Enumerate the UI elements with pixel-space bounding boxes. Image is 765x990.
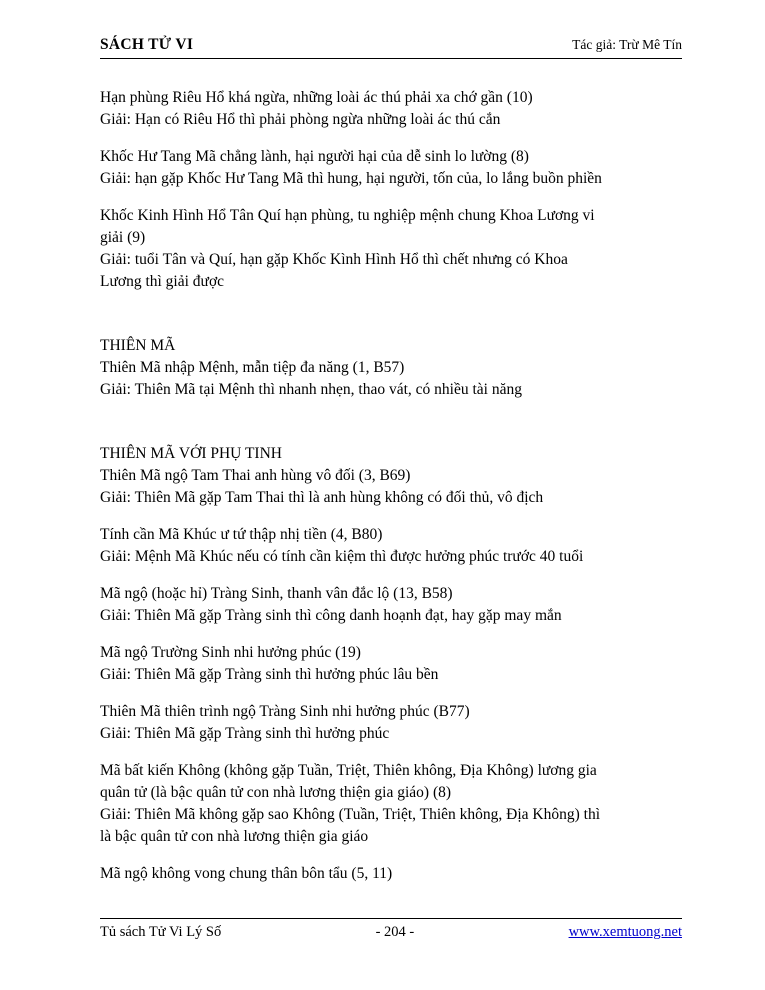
text-line: Giải: Thiên Mã gặp Tràng sinh thì hưởng phúc lâu bền [100,666,439,683]
text-line: Giải: Hạn có Riêu Hổ thì phải phòng ngừa những loài ác thú cắn [100,111,501,128]
text-line: Giải: Thiên Mã không gặp sao Không (Tuần, Triệt, Thiên không, Địa Không) thì [100,806,600,823]
author-line: Tác giả: Trừ Mê Tín [572,37,682,52]
page-number: - 204 - [375,924,415,940]
text-line: Mã ngộ Trường Sinh nhi hưởng phúc (19) [100,644,361,661]
vertical-spacer [100,401,682,417]
page-header [100,36,682,59]
footer-website-link[interactable]: www.xemtuong.net [568,924,682,940]
text-line: Giải: Thiên Mã gặp Tràng sinh thì hưởng phúc [100,725,390,742]
paragraph [100,701,682,745]
text-line: Mã ngộ không vong chung thân bôn tẩu (5, 11) [100,865,393,882]
text-line: Giải: Thiên Mã gặp Tràng sinh thì công danh hoạnh đạt, hay gặp may mắn [100,607,562,624]
text-line: quân tử (là bậc quân tử con nhà lương thiện gia giáo) (8) [100,784,452,801]
text-line: Mã ngộ (hoặc hỉ) Tràng Sinh, thanh vân đắc lộ (13, B58) [100,585,453,602]
vertical-spacer [100,293,682,309]
text-line: Thiên Mã nhập Mệnh, mẫn tiệp đa năng (1, B57) [100,359,405,376]
text-line: Giải: Mệnh Mã Khúc nếu có tính cần kiệm thì được hưởng phúc trước 40 tuổi [100,548,584,565]
text-line: Giải: tuổi Tân và Quí, hạn gặp Khốc Kình Hình Hổ thì chết nhưng có Khoa [100,251,568,268]
section-heading: THIÊN MÃ VỚI PHỤ TINH [100,445,282,462]
text-line: Khốc Kinh Hình Hổ Tân Quí hạn phùng, tu nghiệp mệnh chung Khoa Lương vi [100,207,595,224]
paragraph [100,524,682,568]
page-content [100,36,682,885]
text-line: giải (9) [100,229,146,246]
section-thien-ma-voi-phu-tinh [100,443,682,509]
section-heading: THIÊN MÃ [100,337,176,354]
text-line: là bậc quân tử con nhà lương thiện gia giáo [100,828,369,845]
paragraph [100,205,682,293]
paragraph [100,760,682,848]
text-line: Thiên Mã ngộ Tam Thai anh hùng vô đối (3, B69) [100,467,411,484]
paragraph [100,146,682,190]
text-line: Tính cần Mã Khúc ư tứ thập nhị tiền (4, B80) [100,526,383,543]
text-line: Lương thì giải được [100,273,225,290]
body-text [100,87,682,885]
text-line: Giải: hạn gặp Khốc Hư Tang Mã thì hung, hại người, tốn của, lo lắng buồn phiền [100,170,602,187]
text-line: Thiên Mã thiên trình ngộ Tràng Sinh nhi hưởng phúc (B77) [100,703,470,720]
text-line: Giải: Thiên Mã tại Mệnh thì nhanh nhẹn, thao vát, có nhiều tài năng [100,381,522,398]
book-title: SÁCH TỬ VI [100,36,194,53]
text-line: Giải: Thiên Mã gặp Tam Thai thì là anh hùng không có đối thủ, vô địch [100,489,544,506]
text-line: Mã bất kiến Không (không gặp Tuần, Triệt, Thiên không, Địa Không) lương gia [100,762,597,779]
paragraph [100,863,682,885]
footer-publisher: Tủ sách Tử Vi Lý Số [100,924,222,940]
paragraph [100,583,682,627]
text-line: Khốc Hư Tang Mã chẳng lành, hại người hại của dễ sinh lo lường (8) [100,148,529,165]
text-line: Hạn phùng Riêu Hổ khá ngừa, những loài ác thú phải xa chớ gần (10) [100,89,533,106]
paragraph [100,87,682,131]
page-footer [100,918,682,941]
section-thien-ma [100,335,682,401]
paragraph [100,642,682,686]
